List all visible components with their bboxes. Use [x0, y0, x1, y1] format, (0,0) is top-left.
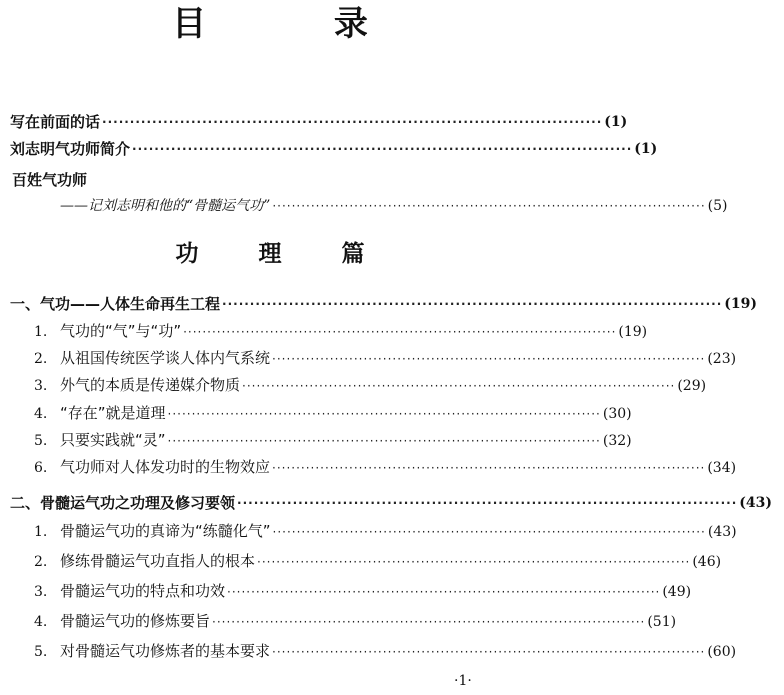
toc-entry-label: 写在前面的话	[10, 113, 101, 131]
dot-leader: ··························································································	[257, 555, 691, 569]
toc-page-number: (32)	[602, 433, 632, 449]
dot-leader: ··························································································	[272, 199, 706, 213]
toc-item-label: 骨髓运气功的修炼要旨	[60, 612, 211, 630]
dot-leader: ··························································································	[132, 142, 633, 156]
toc-page-number: (49)	[662, 584, 692, 600]
toc-item-label: 气功的“气”与“功”	[60, 322, 182, 340]
toc-item-label: 对骨髓运气功修炼者的基本要求	[60, 642, 271, 660]
toc-entry-subtitle: ——记刘志明和他的“骨髓运气功”	[60, 198, 271, 214]
toc-item-number: 2.	[34, 554, 48, 570]
toc-item[interactable]	[0, 343, 737, 369]
toc-item-label: 修练骨髓运气功直指人的根本	[60, 552, 256, 570]
dot-leader: ··························································································	[212, 615, 646, 629]
toc-item-label: 只要实践就“灵”	[60, 431, 166, 449]
toc-chapter-label: 一、气功——人体生命再生工程	[10, 295, 221, 313]
toc-page-number: (1)	[604, 114, 628, 130]
page-title: 目 录	[172, 4, 426, 44]
toc-item-number: 5.	[34, 644, 48, 660]
toc-item-number: 1.	[34, 524, 48, 540]
toc-page-number: (51)	[647, 614, 677, 630]
toc-page-number: (43)	[739, 495, 773, 511]
toc-item[interactable]	[0, 452, 737, 478]
toc-item-number: 1.	[34, 324, 48, 340]
toc-item[interactable]	[0, 606, 677, 632]
dot-leader: ··························································································	[242, 379, 676, 393]
toc-entry-preface[interactable]	[0, 106, 628, 132]
toc-item-number: 6.	[34, 460, 48, 476]
toc-item[interactable]	[0, 425, 632, 451]
dot-leader: ··························································································	[102, 115, 603, 129]
toc-item[interactable]	[0, 370, 707, 396]
toc-entry-baixing-label[interactable]: 百姓气功师	[12, 171, 88, 189]
dot-leader: ··························································································	[183, 325, 617, 339]
dot-leader: ··························································································	[167, 434, 601, 448]
section-heading: 功 理 篇	[175, 240, 391, 267]
dot-leader: ··························································································	[237, 496, 738, 510]
toc-item[interactable]	[0, 398, 632, 424]
toc-item[interactable]	[0, 576, 692, 602]
toc-page-number: (30)	[602, 406, 632, 422]
toc-item-label: “存在”就是道理	[60, 404, 166, 422]
dot-leader: ··························································································	[272, 352, 706, 366]
page-number: ·1·	[454, 673, 472, 689]
dot-leader: ··························································································	[272, 461, 706, 475]
toc-item-number: 3.	[34, 378, 48, 394]
toc-entry-label: 刘志明气功师简介	[10, 140, 131, 158]
toc-item-label: 气功师对人体发功时的生物效应	[60, 458, 271, 476]
toc-item-number: 4.	[34, 406, 48, 422]
dot-leader: ··························································································	[227, 585, 661, 599]
toc-item-label: 从祖国传统医学谈人体内气系统	[60, 349, 271, 367]
dot-leader: ··························································································	[167, 407, 601, 421]
toc-page-number: (19)	[724, 296, 758, 312]
toc-item-label: 骨髓运气功的真谛为“练髓化气”	[60, 522, 271, 540]
toc-item-label: 外气的本质是传递媒介物质	[60, 376, 241, 394]
toc-page-number: (19)	[618, 324, 648, 340]
toc-item[interactable]	[0, 316, 648, 342]
dot-leader: ··························································································	[272, 525, 706, 539]
toc-page-number: (34)	[707, 460, 737, 476]
toc-item[interactable]	[0, 516, 737, 542]
toc-item[interactable]	[0, 546, 722, 572]
toc-page-number: (5)	[707, 198, 728, 214]
toc-page-number: (46)	[692, 554, 722, 570]
dot-leader: ··························································································	[222, 297, 723, 311]
toc-item-number: 3.	[34, 584, 48, 600]
toc-chapter-label: 二、骨髓运气功之功理及修习要领	[10, 494, 236, 512]
toc-item[interactable]	[0, 636, 737, 662]
toc-chapter-1[interactable]	[0, 288, 758, 314]
toc-page-number: (1)	[634, 141, 658, 157]
toc-page-number: (60)	[707, 644, 737, 660]
toc-item-number: 2.	[34, 351, 48, 367]
toc-page-number: (43)	[707, 524, 737, 540]
dot-leader: ··························································································	[272, 645, 706, 659]
toc-item-number: 5.	[34, 433, 48, 449]
toc-page-number: (23)	[707, 351, 737, 367]
toc-entry-baixing-subtitle[interactable]	[0, 190, 728, 216]
toc-entry-biography[interactable]	[0, 133, 658, 159]
toc-chapter-2[interactable]	[0, 487, 773, 513]
toc-page-number: (29)	[677, 378, 707, 394]
toc-item-label: 骨髓运气功的特点和功效	[60, 582, 226, 600]
toc-item-number: 4.	[34, 614, 48, 630]
